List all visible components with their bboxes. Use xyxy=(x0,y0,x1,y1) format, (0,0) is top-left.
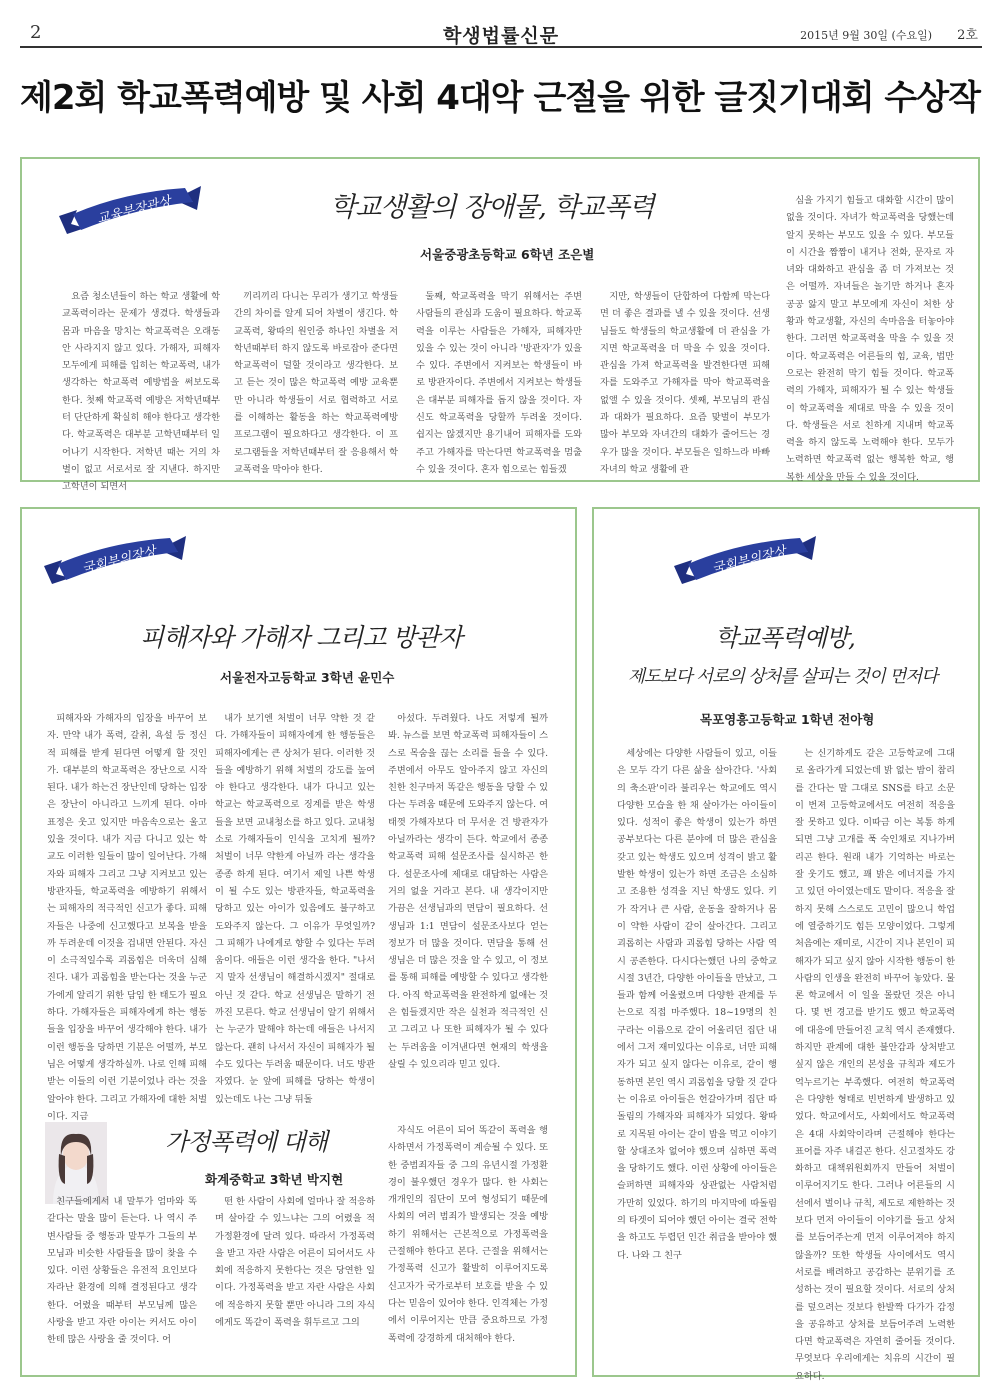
body-text xyxy=(388,1122,548,1365)
article-subtitle: 제도보다 서로의 상처를 살피는 것이 먼저다 xyxy=(628,667,938,687)
issue-date: 2015년 9월 30일 (수요일) xyxy=(800,29,932,42)
paragraph: 아섰다. 두려웠다. 나도 저렇게 될까봐. 뉴스를 보면 학교폭력 피해자들이 스스로 목숨을 끊는 소리를 들을 수 있다. 주변에서 아무도 알아주지 않고 자신의 친한 친구마저 똑같은 행동을 당할 수 있다는 두려움 때문에 도와주지 않는다. 여태껏 가해자보다 더 무서운 건 방관자가 아닐까라는 생각이 든다. 학교에서 종종 학교폭력 피해 설문조사를 실시하곤 한다. 설문조사에 제대로 대답하는 사람은 거의 없을 거라고 본다. 내 생각이지만 가끔은 선생님과의 면담이 필요하다. 선생님과 1:1 면담이 설문조사보다 얻는 정보가 더 많을 것이다. 면담을 통해 선생님은 더 많은 것을 알 수 있고, 이 정보를 통해 피해를 예방할 수 있다고 생각한다. 아직 학교폭력을 완전하게 없애는 것은 힘들겠지만 작은 실천과 적극적인 신고 그리고 나 또한 피해자가 될 수 있다는 두려움을 이겨낸다면 현재의 학생을 살릴 수 있으리라 믿고 있다. xyxy=(388,713,548,1070)
paragraph: 피해자와 가해자의 입장을 바꾸어 보자. 만약 내가 폭력, 갈취, 욕설 등 정신적 피해를 받게 된다면 어떻게 할 것인가. 대부분의 학교폭력은 장난으로 시작된다. 내가 하는건 장난인데 당하는 입장은 장난이 아니라고 느끼게 된다. 아마 표정은 웃고 있지만 마음속으로는 울고 있을 것이다. 내가 지금 다니고 있는 학교도 이러한 일들이 많이 일어난다. 가해자와 피해자 그리고 그냥 지켜보고 있는 방관자들, 학교폭력을 예방하기 위해서는 피해자의 적극적인 신고가 좋다. 피해자들은 나중에 신고했다고 보복을 받을까 두려운데 이것을 겁내면 안된다. 자신이 소극적일수록 괴롭힘은 더욱더 심해진다. 내가 괴롭힘을 받는다는 것을 누군가에게 알리기 위한 담임 한 태도가 필요하다. 가해자들은 피해자에게 하는 행동들을 입장을 바꾸어 생각해야 한다. 내가 이런 행동을 당하면 기분은 어떨까, 부모님은 어떻게 생각하실까. 나로 인해 피해받는 이들의 이런 기분이었나 라는 것을 알아야 한다. 그리고 가해자에 대한 처벌이다. 지금 xyxy=(47,713,207,1122)
award-label: 국회부의장상 xyxy=(80,544,158,577)
paragraph: 세상에는 다양한 사람들이 있고, 이들은 모두 각기 다른 삶을 살아간다. '사회의 축소판'이라 불리우는 학교에도 역시 다양한 모습을 한 채 살아가는 아이들이 있다. 성적이 좋은 학생이 있는가 하면 공부보다는 다른 분야에 더 많은 관심을 갖고 있는 학생도 있으며 성격이 밝고 활발한 학생이 있는가 하면 조금은 소심하고 조용한 성격을 지닌 학생도 있다. 키가 작거나 큰 사람, 운동을 잘하거나 몸이 약한 사람이 같이 살아간다. 그리고 괴롭히는 사람과 괴롭힘 당하는 사람 역시 공존한다. 다시다는했던 나의 중학교 시절 3년간, 다양한 아이들을 만났고, 그들과 함께 어울렸으며 다양한 관계를 두는으로 직접 마주했다. 18~19명의 친구라는 이름으로 같이 어울리던 집단 내에서 그저 재미있다는 이유로, 너만 피해자가 되고 싶지 않다는 이유로, 같이 행동하면 본인 역시 괴롭힘을 당할 것 같다는 이유로 아이들은 헌갈아가며 집단 따돌림의 가해자와 피해자가 되었다. 왕따로 지목된 아이는 같이 밥을 먹고 이야기할 상대조차 없어야 했으며 심하면 폭력을 당하기도 했다. 이런 상황에 아이들은 슬퍼하면 피해자와 상관없는 사람처럼 가만히 있었다. 하기의 마지막에 따돌림의 타겟이 되어야 했던 아이는 결국 전학을 하고도 두렵던 인간 취급을 받아야 했다. 나와 그 친구 xyxy=(617,748,777,1261)
paragraph: 끼리끼리 다니는 무리가 생기고 학생들간의 차이를 알게 되어 차별이 생긴다. 학교폭력, 왕따의 원인중 하나인 차별을 저학년때부터 하지 않도록 바로잡아 준다면 학교폭력이 덜할 것이라고 생각한다. 보고 듣는 것이 많은 학교폭력 예방 교육뿐만 아니라 학생들이 서로 협력하고 서로를 이해하는 활동을 하는 학교폭력예방 프로그램이 필요하다고 생각한다. 이 프로그램들을 저학년때부터 잘 응용해서 학교폭력을 막아야 한다. xyxy=(234,291,398,475)
body-text xyxy=(786,192,954,483)
body-text xyxy=(47,1193,197,1365)
byline: 서울전자고등학교 3학년 윤민수 xyxy=(220,670,395,685)
body-text xyxy=(47,710,207,1122)
ribbon-banner-icon xyxy=(55,180,205,240)
article-title: 가정폭력에 대해 xyxy=(165,1128,327,1156)
body-text xyxy=(215,1193,375,1365)
article-title: 학교폭력예방, xyxy=(715,624,855,652)
body-text xyxy=(600,288,770,475)
body-text xyxy=(215,710,375,1105)
byline: 화계중학교 3학년 박지현 xyxy=(205,1172,344,1187)
body-text xyxy=(234,288,398,475)
masthead xyxy=(20,18,982,48)
paragraph: 떤 한 사람이 사회에 얼마나 잘 적응하며 살아갈 수 있느냐는 그의 어렸을 적 가정환경에 달려 있다. 따라서 가정폭력을 받고 자란 사람은 어른이 되어서도 사회에 적응하지 못한다는 것은 당연한 일이다. 가정폭력을 받고 자란 사람은 사회에 적응하지 못할 뿐만 아니라 그의 자식에게도 똑같이 폭력을 휘두르고 그의 xyxy=(215,1196,375,1329)
article-title: 피해자와 가해자 그리고 방관자 xyxy=(140,623,462,652)
paragraph: 둘째, 학교폭력을 막기 위해서는 주변 사람들의 관심과 도움이 필요하다. 학교폭력을 이루는 사람들은 가해자, 피해자만 있을 수 있는 것이 아니라 '방관자'가 있을 수 있다. 주변에서 지켜보는 학생들이 바로 방관자이다. 주변에서 지켜보는 학생들은 대부분 피해자를 돕지 않을 것이다. 자신도 학교폭력을 당할까 두려울 것이다. 쉽지는 않겠지만 용기내어 피해자를 도와주고 가해자를 막는다면 학교폭력을 멈출 수 있을 것이다. 혼자 힘으로는 힘들겠 xyxy=(416,291,582,475)
body-text xyxy=(795,745,955,1382)
byline: 서울중광초등학교 6학년 조은별 xyxy=(420,247,595,262)
paragraph: 지만, 학생들이 단합하여 다함께 막는다면 더 좋은 결과를 낼 수 있을 것이다. 선생님들도 학생들의 학교생활에 더 관심을 가지면 학교폭력을 더 막을 수 있을 것이다. 관심을 가져 학교폭력을 발견한다면 피해자를 도와주고 가해자를 막아 학교폭력을 없앨 수 있을 것이다. 셋째, 부모님의 관심과 대화가 필요하다. 요즘 맞벌이 부모가 많아 부모와 자녀간의 대화가 줄어드는 경우가 많을 것이다. 부모들은 일하느라 바빠 자녀의 학교 생활에 관 xyxy=(600,291,770,475)
page-headline: 제2회 학교폭력예방 및 사회 4대악 근절을 위한 글짓기대회 수상작 xyxy=(20,78,980,118)
paragraph: 요즘 청소년들이 하는 학교 생활에 학교폭력이라는 문제가 생겼다. 학생들과 몸과 마음을 망치는 학교폭력은 오래동안 사라지지 않고 있다. 가해자, 피해자 모두에게 피해를 입히는 학교폭력, 내가 생각하는 학교폭력 예방법을 써보도록 한다. 첫째 학교폭력 예방은 저학년때부터 단단하게 확실히 해야 한다고 생각한다. 학교폭력은 대부분 고학년때부터 일어나기 시작한다. 저학년 때는 거의 차별이 없고 서로서로 잘 지낸다. 하지만 고학년이 되면서 xyxy=(62,291,220,493)
article-title: 학교생활의 장애물, 학교폭력 xyxy=(330,192,654,223)
paragraph: 내가 보기엔 처벌이 너무 약한 것 같다. 가해자들이 피해자에게 한 행동들은 피해자에게는 큰 상처가 된다. 이러한 것들을 예방하기 위해 처벌의 강도를 높여야 한다고 생각한다. 내가 다니고 있는 학교는 학교폭력으로 징계를 받은 학생들을 보면 교내청소를 하고 있다. 교내청소로 가해자들이 인식을 고치게 될까? 처벌이 너무 약한게 아닐까 라는 생각을 종종 하게 된다. 여기서 제일 나쁜 학생이 될 수도 있는 방관자들, 학교폭력을 당하고 있는 아이가 있음에도 불구하고 도와주지 않는다. 그 이유가 무엇일까? 그 피해가 나에게로 향할 수 있다는 두려움이다. 애들은 이런 생각을 한다. "나서지 말자 선생님이 해결하시겠지" 절대로 아닌 것 같다. 학교 선생님은 말하기 전까진 모른다. 학교 선생님이 알기 위해서는 누군가 말해야 하는데 애들은 나서지 않는다. 괜히 나서서 자신이 피해자가 될 수도 있다는 두려움 때문이다. 너도 방관자였다. 눈 앞에 피해를 당하는 학생이 있는데도 나는 그냥 뒤돌 xyxy=(215,713,375,1105)
body-text xyxy=(62,288,220,493)
byline: 목포영흥고등학교 1학년 전아형 xyxy=(700,712,875,727)
body-text xyxy=(617,745,777,1365)
award-label: 국회부의장상 xyxy=(710,544,788,577)
ribbon-banner-icon xyxy=(670,530,820,590)
paragraph: 심을 가지기 힘들고 대화할 시간이 많이 없을 것이다. 자녀가 학교폭력을 당했는데 알지 못하는 부모도 있을 수 있다. 부모들이 시간을 짬짬이 내거나 전화, 문자로 자녀와 대화하고 관심을 좀 더 가져보는 것은 어떨까. 자녀들은 놀기만 하거나 혼자 공공 앓지 말고 부모에게 자신이 처한 상황과 학교생활, 자신의 속마음을 터놓아야 한다. 그러면 학교폭력을 막을 수 있을 것이다. 학교폭력은 어른들의 힘, 교육, 법만으로는 완전히 막기 힘들 것이다. 학교폭력의 가해자, 피해자가 될 수 있는 학생들이 학교폭력을 제대로 막을 수 있을 것이다. 학생들은 서로 친하게 지내며 학교폭력을 하지 않도록 노력해야 한다. 모두가 노력하면 학교폭력 없는 행복한 학교, 행복한 세상을 만들 수 있을 것이다. xyxy=(786,195,954,483)
body-text xyxy=(416,288,582,475)
student-photo xyxy=(45,1122,107,1204)
paragraph: 자식도 어른이 되어 똑같이 폭력을 행사하면서 가정폭력이 계승될 수 있다. 또한 중범죄자들 중 그의 유년시절 가정환경이 불우했던 경우가 많다. 한 사회는 개개인의 집단이 모여 형성되기 때문에 사회의 여러 범죄가 발생되는 것을 예방하기 위해서는 근본적으로 가정폭력을 근절해야 한다고 본다. 근절을 위해서는 가정폭력 신고가 활발히 이루어지도록 신고자가 국가로부터 보호를 받을 수 있다는 믿음이 있어야 한다. 인격체는 가정에서 이루어지는 만큼 중요하므로 가정폭력에 강경하게 대처해야 한다. xyxy=(388,1125,548,1344)
award-label: 교육부장관상 xyxy=(95,194,173,227)
issue-number: 2호 xyxy=(957,28,978,43)
body-text xyxy=(388,710,548,1100)
page-number: 2 xyxy=(30,22,42,43)
paragraph: 친구들에게서 내 말투가 엄마와 똑같다는 말을 많이 듣는다. 나 역시 주변사람들 중 행동과 말투가 그들의 부모님과 비슷한 사람들을 많이 찾을 수 있다. 이런 상황들은 유전적 요인보다 자라난 환경에 의해 결정된다고 생각한다. 어렸을 때부터 부모님께 많은 사랑을 받고 자란 아이는 커서도 아이한테 많은 사랑을 줄 것이다. 어 xyxy=(47,1196,197,1346)
newspaper-name: 학생법률신문 xyxy=(442,25,560,47)
paragraph: 는 신기하게도 같은 고등학교에 그대로 올라가게 되었는데 밝 없는 밤이 참리를 간다는 말 그대로 SNS를 타고 소문이 번져 고등학교에서도 여전히 적응을 잘 못하고 있다. 이따금 이는 복통 하게 되면 그냥 고개를 푹 숙인채로 지나가버리곤 한다. 원래 내가 기억하는 바로는 잘 웃기도 했고, 꽤 밝은 에너지를 가지고 있던 아이였는데도 말이다. 적응을 잘하지 못해 스스로도 고민이 많으니 학업에 열중하기도 힘든 모양이었다. 그렇게 처음에는 재미로, 시간이 지나 본인이 피해자가 되고 싶지 않아 시작한 행동이 한 사람의 인생을 완전히 바꾸어 놓았다. 물론 학교에서 이 일을 몰랐던 것은 아니다. 몇 번 경고를 받기도 했고 학교폭력에 대응에 만들어진 교칙 역시 존재했다. 하지만 관계에 대한 불안감과 상처받고 싶지 않은 개인의 본성을 규칙과 제도가 억누르기는 부족했다. 여전히 학교폭력은 다양한 형태로 빈번하게 발생하고 있었다. 학교에서도, 사회에서도 학교폭력은 4대 사회악이라며 근절해야 한다는 표어를 자주 내걸곤 한다. 신고절차도 강화하고 대책위원회까지 만들어 처벌이 이루어지기도 한다. 그러나 어른들의 시선에서 벌이나 규칙, 제도로 제한하는 것보다 먼저 아이들이 이야기를 들고 상처를 보듬어주는게 먼저 이루어져야 하지 않을까? 또한 학생들 사이에서도 역시 서로를 배려하고 공감하는 분위기를 조성하는 것이 필요할 것이다. 서로의 상처를 덮으려는 것보다 한발짝 다가가 감정을 공유하고 상처를 보듬어주려 노력한다면 학교폭력은 자연히 줄어들 것이다. 무엇보다 우리에게는 치유의 시간이 필요하다. xyxy=(795,748,955,1382)
ribbon-banner-icon xyxy=(40,530,190,590)
